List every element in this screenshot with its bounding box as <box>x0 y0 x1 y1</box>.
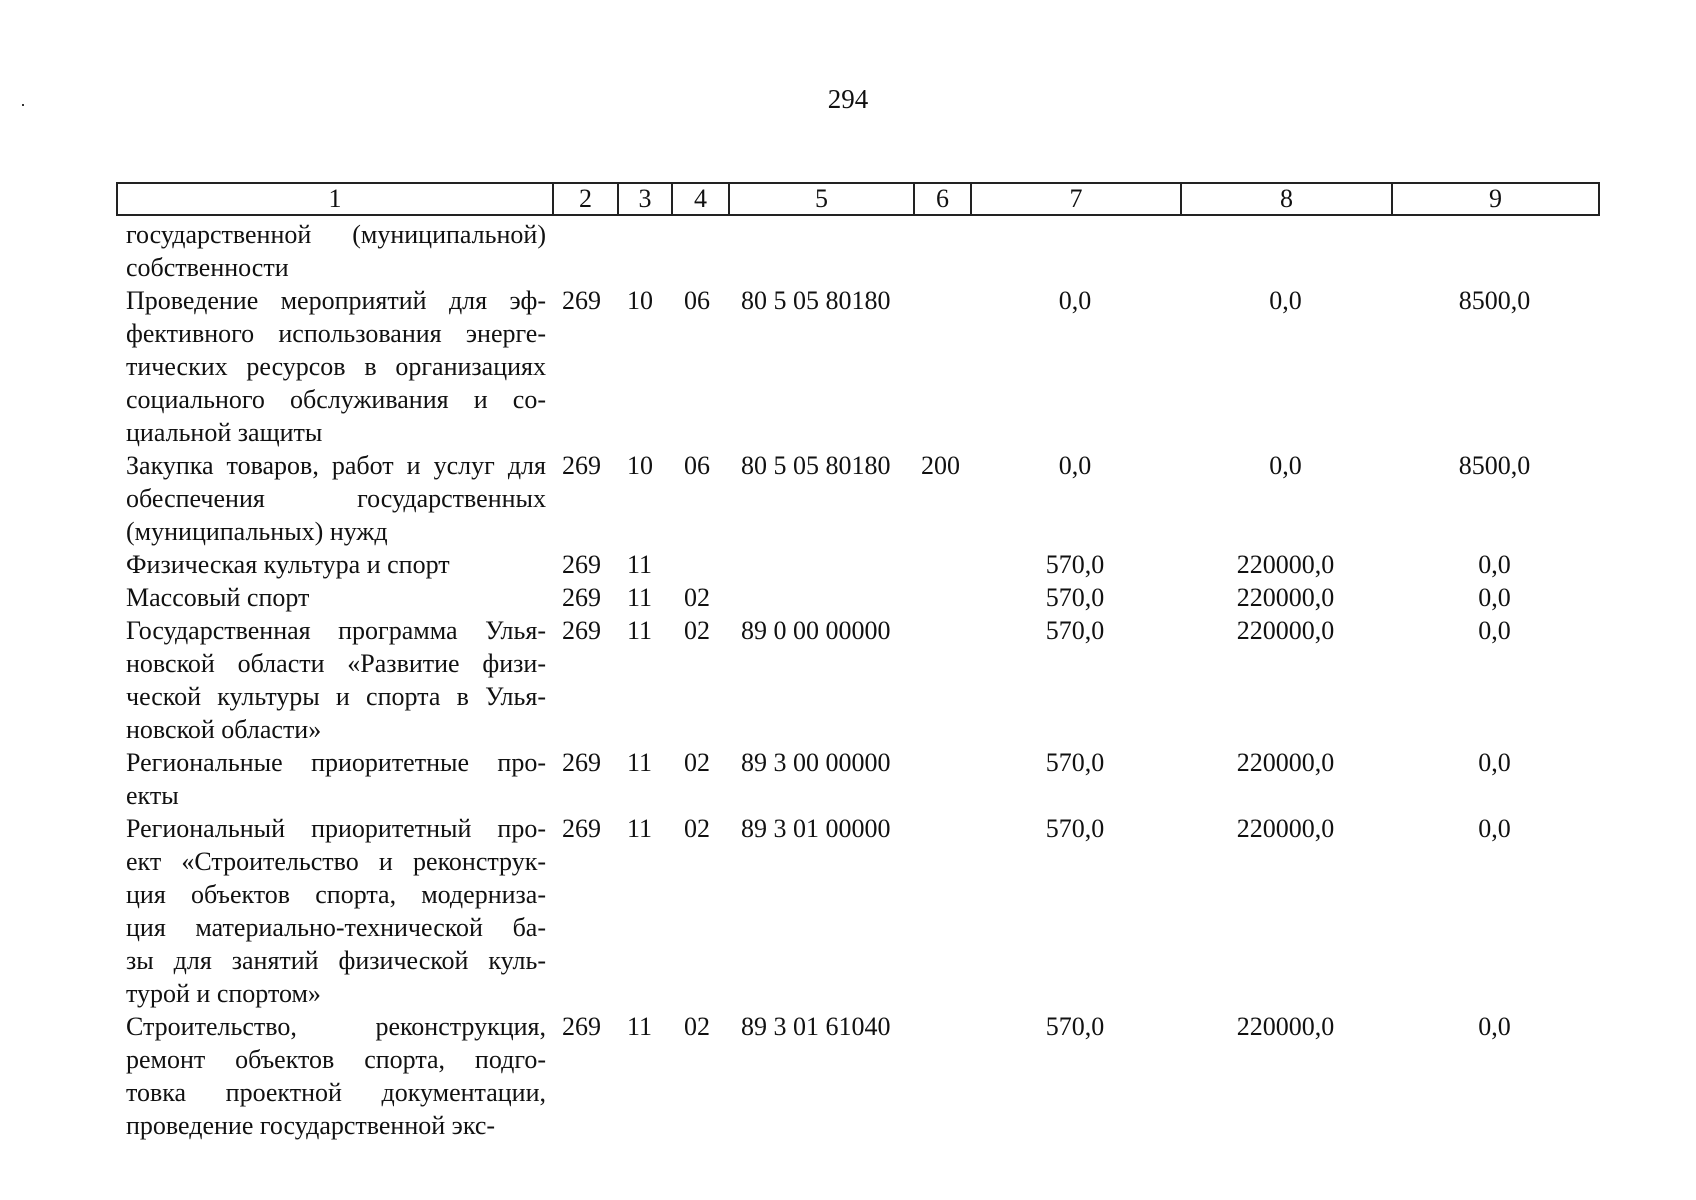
description-line: собственности <box>126 253 289 282</box>
row-code-2: 269 <box>562 616 601 645</box>
row-amount-7: 570,0 <box>1045 550 1105 579</box>
table-row <box>116 746 1598 812</box>
row-description <box>116 1010 552 1142</box>
description-line: (муниципальных) нужд <box>126 517 388 546</box>
row-code-5: 80 5 05 80180 <box>741 451 891 480</box>
row-amount-9: 0,0 <box>1478 1012 1511 1041</box>
row-code-6 <box>913 746 970 812</box>
header-col-6: 6 <box>914 183 971 215</box>
row-amount-8: 220000,0 <box>1236 1012 1335 1041</box>
row-amount-7: 0,0 <box>1058 286 1092 315</box>
row-amount-8: 220000,0 <box>1236 550 1335 579</box>
row-code-3: 11 <box>627 550 653 579</box>
row-amount-7: 570,0 <box>1045 616 1105 645</box>
table-row <box>116 581 1598 614</box>
row-code-6 <box>913 218 970 284</box>
row-amount-9: 0,0 <box>1478 550 1511 579</box>
table-row <box>116 812 1598 1010</box>
row-code-3: 11 <box>627 1012 653 1041</box>
row-code-4: 02 <box>684 1012 710 1041</box>
row-amount-8: 220000,0 <box>1236 814 1335 843</box>
table-row <box>116 1010 1598 1142</box>
header-col-8: 8 <box>1181 183 1392 215</box>
row-code-5 <box>728 581 913 614</box>
header-col-3: 3 <box>618 183 672 215</box>
row-code-5: 89 3 00 00000 <box>741 748 891 777</box>
description-line: Физическая культура и спорт <box>126 550 450 579</box>
row-code-6: 200 <box>921 451 960 480</box>
row-code-3: 11 <box>627 748 653 777</box>
row-code-4: 02 <box>684 616 710 645</box>
row-code-3: 11 <box>627 616 653 645</box>
row-amount-7: 570,0 <box>1045 748 1105 777</box>
row-code-4: 02 <box>684 814 710 843</box>
row-code-3: 10 <box>627 286 653 315</box>
header-col-2: 2 <box>553 183 618 215</box>
row-code-6 <box>913 284 970 449</box>
row-description <box>116 284 552 449</box>
description-line: турой и спортом» <box>126 979 321 1008</box>
row-description <box>116 548 552 581</box>
description-line: ция материально-технической ба- <box>126 913 546 942</box>
row-amount-7: 0,0 <box>1058 451 1092 480</box>
row-amount-9: 8500,0 <box>1458 451 1531 480</box>
table-body <box>116 218 1598 1142</box>
row-amount-7 <box>970 218 1180 284</box>
row-amount-8: 220000,0 <box>1236 583 1335 612</box>
row-code-6 <box>913 581 970 614</box>
row-amount-9: 0,0 <box>1478 814 1511 843</box>
row-description <box>116 746 552 812</box>
description-line: новской области» <box>126 715 322 744</box>
row-code-2 <box>552 218 617 284</box>
row-code-6 <box>913 1010 970 1142</box>
description-line: Массовый спорт <box>126 583 310 612</box>
row-code-5: 89 0 00 00000 <box>741 616 891 645</box>
row-amount-7: 570,0 <box>1045 1012 1105 1041</box>
description-line: Строительство, реконструкция, <box>126 1012 546 1041</box>
description-line: ект «Строительство и реконструк- <box>126 847 546 876</box>
row-amount-7: 570,0 <box>1045 583 1105 612</box>
row-description <box>116 218 552 284</box>
row-amount-9: 0,0 <box>1478 616 1511 645</box>
row-code-2: 269 <box>562 1012 601 1041</box>
row-description <box>116 614 552 746</box>
description-line: социального обслуживания и со- <box>126 385 546 414</box>
description-line: обеспечения государственных <box>126 484 546 513</box>
row-description <box>116 449 552 548</box>
description-line: Региональный приоритетный про- <box>126 814 546 843</box>
row-code-6 <box>913 614 970 746</box>
row-code-4: 02 <box>684 583 710 612</box>
description-line: ция объектов спорта, модерниза- <box>126 880 546 909</box>
row-amount-8 <box>1180 218 1391 284</box>
table-row <box>116 548 1598 581</box>
description-line: ческой культуры и спорта в Улья- <box>126 682 546 711</box>
row-code-6 <box>913 548 970 581</box>
row-amount-8: 0,0 <box>1269 451 1302 480</box>
description-line: товка проектной документации, <box>126 1078 546 1107</box>
description-line: циальной защиты <box>126 418 323 447</box>
description-line: тических ресурсов в организациях <box>126 352 546 381</box>
header-col-7: 7 <box>971 183 1181 215</box>
row-code-4: 06 <box>684 286 710 315</box>
scan-speck <box>22 104 24 106</box>
row-amount-9 <box>1391 218 1598 284</box>
row-code-3: 11 <box>627 583 653 612</box>
row-amount-9: 0,0 <box>1478 583 1511 612</box>
row-amount-8: 0,0 <box>1269 286 1302 315</box>
row-code-4 <box>671 218 728 284</box>
table-row <box>116 218 1598 284</box>
row-code-5 <box>728 548 913 581</box>
header-col-4: 4 <box>672 183 729 215</box>
row-description <box>116 581 552 614</box>
row-amount-9: 0,0 <box>1478 748 1511 777</box>
row-code-5: 80 5 05 80180 <box>741 286 891 315</box>
row-code-5: 89 3 01 61040 <box>741 1012 891 1041</box>
header-col-9: 9 <box>1392 183 1599 215</box>
row-code-2: 269 <box>562 451 601 480</box>
column-number-header <box>116 182 1600 216</box>
row-amount-7: 570,0 <box>1045 814 1105 843</box>
description-line: фективного использования энерге- <box>126 319 546 348</box>
description-line: государственной (муниципальной) <box>126 220 546 249</box>
table-row <box>116 614 1598 746</box>
table-row <box>116 284 1598 449</box>
description-line: Проведение мероприятий для эф- <box>126 286 546 315</box>
row-code-2: 269 <box>562 583 601 612</box>
row-code-5 <box>728 218 913 284</box>
row-code-5: 89 3 01 00000 <box>741 814 891 843</box>
row-amount-9: 8500,0 <box>1458 286 1531 315</box>
row-code-6 <box>913 812 970 1010</box>
header-col-5: 5 <box>729 183 914 215</box>
row-code-2: 269 <box>562 286 601 315</box>
row-description <box>116 812 552 1010</box>
header-row <box>117 183 1599 215</box>
description-line: проведение государственной экс- <box>126 1111 496 1140</box>
description-line: ремонт объектов спорта, подго- <box>126 1045 546 1074</box>
description-line: Государственная программа Улья- <box>126 616 546 645</box>
table-row <box>116 449 1598 548</box>
description-line: Закупка товаров, работ и услуг для <box>126 451 546 480</box>
description-line: зы для занятий физической куль- <box>126 946 546 975</box>
description-line: Региональные приоритетные про- <box>126 748 546 777</box>
description-line: новской области «Развитие физи- <box>126 649 546 678</box>
header-col-1: 1 <box>117 183 553 215</box>
row-code-2: 269 <box>562 814 601 843</box>
row-code-4: 06 <box>684 451 710 480</box>
description-line: екты <box>126 781 179 810</box>
row-code-3: 11 <box>627 814 653 843</box>
page-number: 294 <box>827 84 869 114</box>
row-code-4 <box>671 548 728 581</box>
row-code-3: 10 <box>627 451 653 480</box>
row-code-2: 269 <box>562 550 601 579</box>
row-code-4: 02 <box>684 748 710 777</box>
row-amount-8: 220000,0 <box>1236 616 1335 645</box>
row-code-2: 269 <box>562 748 601 777</box>
row-amount-8: 220000,0 <box>1236 748 1335 777</box>
row-code-3 <box>617 218 671 284</box>
